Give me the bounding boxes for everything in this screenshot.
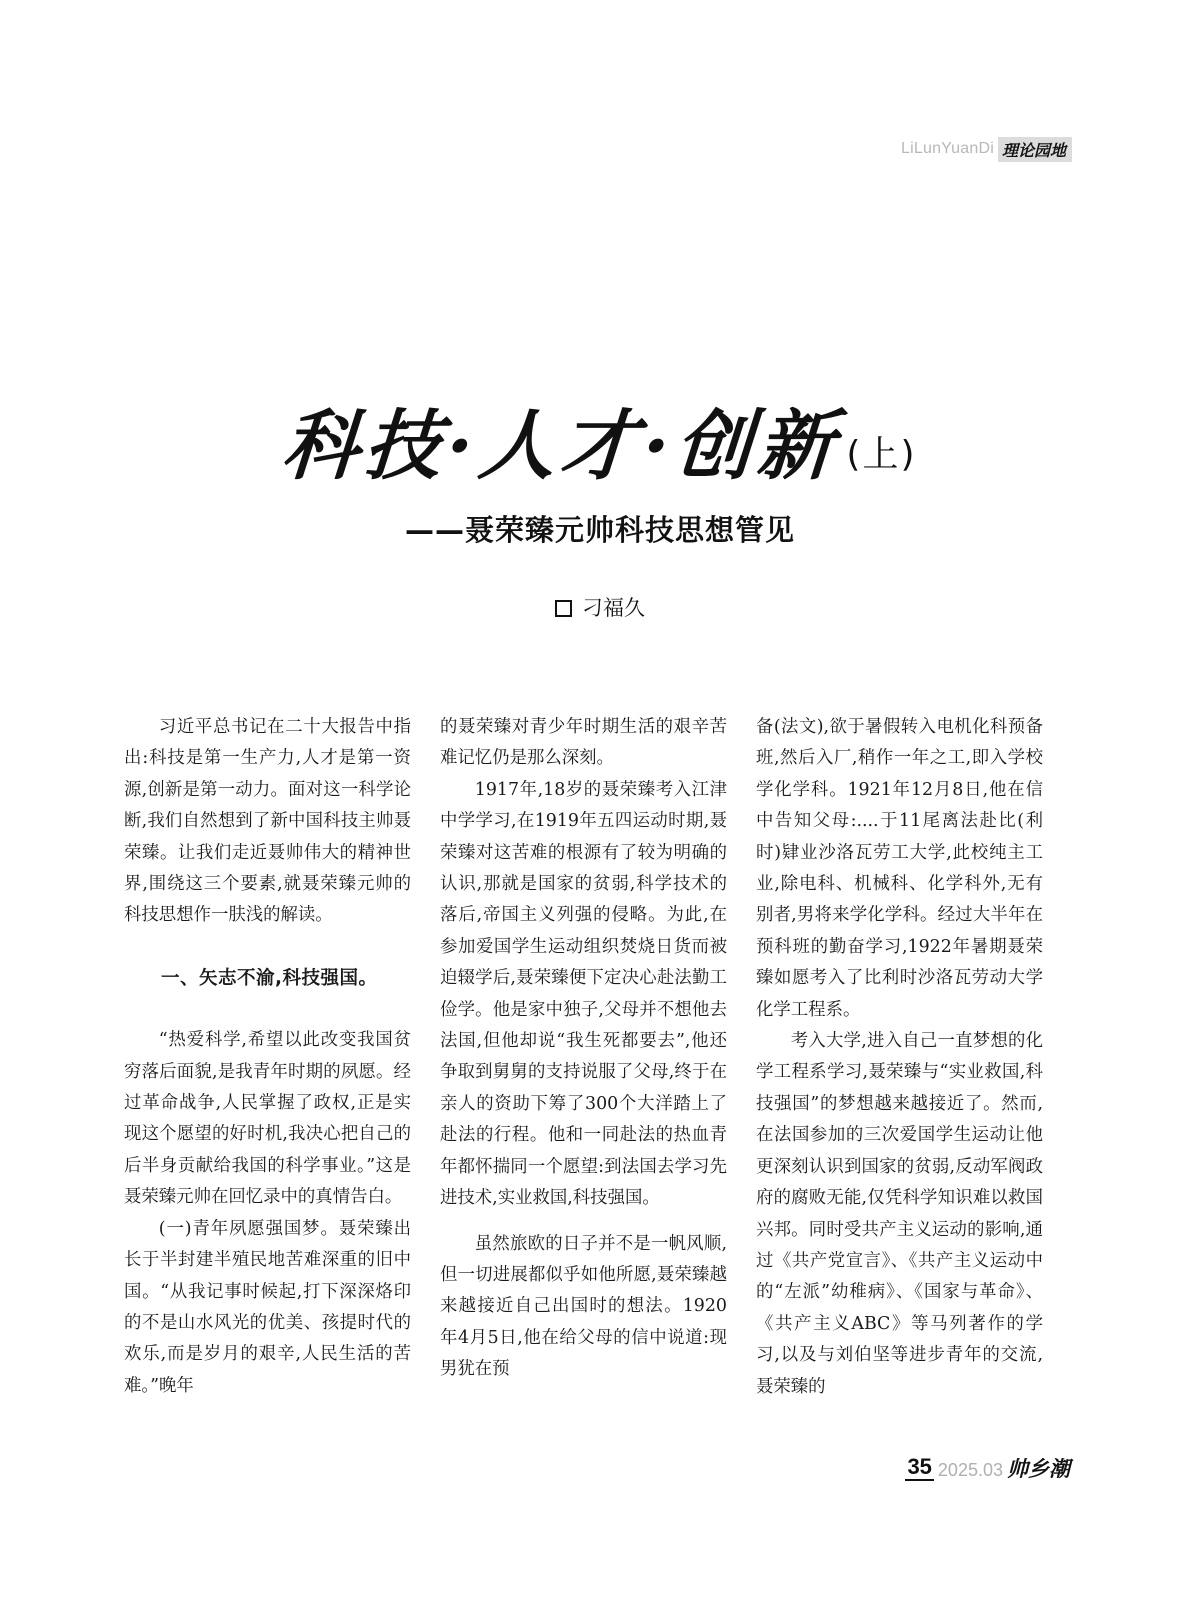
- paragraph: 的聂荣臻对青少年时期生活的艰辛苦难记忆仍是那么深刻。: [440, 717, 727, 769]
- author-name: 刁福久: [582, 596, 645, 620]
- section-name-en: LiLunYuanDi: [901, 140, 994, 157]
- paragraph: 备(法文),欲于暑假转入电机化科预备班,然后入厂,稍作一年之工,即入学校学化学科。1921年12月8日,他在信中告知父母:....于11尾离法赴比(利时)肄业沙洛瓦劳工大学,此校纯主工业,除电科、机械科、化学科外,无有别者,男将来学化学科。经过大半年在预科班的勤奋学习,1922年暑期聂荣臻如愿考入了比利时沙洛瓦劳动大学化学工程系。: [756, 717, 1043, 1020]
- author-box-icon: [555, 600, 572, 617]
- article-title: 科技·人才·创新: [279, 401, 844, 490]
- paragraph: 1917年,18岁的聂荣臻考入江津中学学习,在1919年五四运动时期,聂荣臻对这苦难的根源有了较为明确的认识,那就是国家的贫弱,科学技术的落后,帝国主义列强的侵略。为此,在参加爱国学生运动组织焚烧日货而被迫辍学后,聂荣臻便下定决心赴法勤工俭学。他是家中独子,父母并不想他去法国,但他却说“我生死都要去”,他还争取到舅舅的支持说服了父母,终于在亲人的资助下筹了300个大洋踏上了赴法的行程。他和一同赴法的热血青年都怀揣同一个愿望:到法国去学习先进技术,实业救国,科技强国。: [440, 779, 727, 1209]
- paragraph: (一)青年夙愿强国梦。聂荣臻出长于半封建半殖民地苦难深重的旧中国。“从我记事时候起,打下深深烙印的不是山水风光的优美、孩提时代的欢乐,而是岁月的艰辛,人民生活的苦难。”晚年: [124, 1218, 411, 1396]
- text-column-1: [124, 712, 411, 1402]
- paragraph: 习近平总书记在二十大报告中指出:科技是第一生产力,人才是第一资源,创新是第一动力。面对这一科学论断,我们自然想到了新中国科技主帅聂荣臻。让我们走近聂帅伟大的精神世界,围绕这三个要素,就聂荣臻元帅的科技思想作一肤浅的解读。: [124, 717, 411, 926]
- paragraph: “热爱科学,希望以此改变我国贫穷落后面貌,是我青年时期的夙愿。经过革命战争,人民掌握了政权,正是实现这个愿望的好时机,我决心把自己的后半身贡献给我国的科学事业。”这是聂荣臻元帅在回忆录中的真情告白。: [124, 1030, 411, 1208]
- article-title-part: (上): [846, 434, 917, 475]
- section-header: [901, 138, 1072, 160]
- paragraph: 考入大学,进入自己一直梦想的化学工程系学习,聂荣臻与“实业救国,科技强国”的梦想越来越接近了。然而,在法国参加的三次爱国学生运动让他更深刻认识到国家的贫弱,反动军阀政府的腐败无能,仅凭科学知识难以救国兴邦。同时受共产主义运动的影响,通过《共产党宣言》、《共产主义运动中的“左派”幼稚病》、《国家与革命》、《共产主义ABC》等马列著作的学习,以及与刘伯坚等进步青年的交流,聂荣臻的: [756, 1031, 1043, 1397]
- article-title-block: [0, 385, 1200, 494]
- page-footer: [905, 1455, 1070, 1481]
- text-column-2: [440, 712, 727, 1386]
- paragraph: 虽然旅欧的日子并不是一帆风顺,但一切进展都似乎如他所愿,聂荣臻越来越接近自己出国时的想法。1920年4月5日,他在给父母的信中说道:现男犹在预: [440, 1233, 727, 1380]
- text-column-3: [756, 712, 1043, 1403]
- author-line: [0, 592, 1200, 622]
- section-heading: 一、矢志不渝,科技强国。: [161, 967, 378, 989]
- page-number: 35: [907, 1454, 932, 1479]
- section-name-cn: 理论园地: [998, 137, 1072, 162]
- magazine-name: 帅乡潮: [1007, 1456, 1070, 1481]
- issue-date: 2025.03: [937, 1460, 1003, 1480]
- article-subtitle: ——聂荣臻元帅科技思想管见: [404, 513, 795, 547]
